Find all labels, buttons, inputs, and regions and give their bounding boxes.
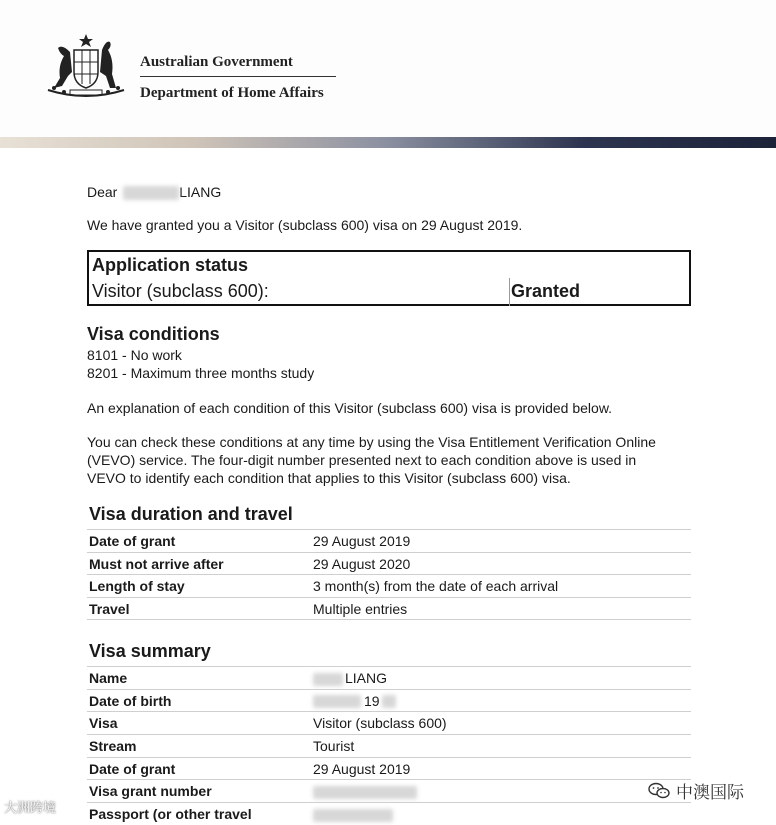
row-label: Date of grant	[89, 760, 176, 777]
wechat-icon	[648, 782, 670, 800]
row-label: Length of stay	[89, 578, 185, 595]
condition-item: 8101 - No work	[87, 347, 182, 363]
summary-dob-value: 19	[364, 692, 380, 709]
redacted-text	[313, 673, 343, 686]
row-value	[313, 693, 396, 709]
table-row	[87, 689, 691, 712]
letterhead	[0, 0, 776, 148]
government-name: Australian Government	[140, 54, 293, 70]
department-name: Department of Home Affairs	[140, 85, 324, 101]
source-watermark	[4, 797, 56, 816]
salutation	[87, 183, 221, 201]
redacted-text	[313, 695, 361, 708]
row-value: Multiple entries	[313, 601, 408, 618]
status-divider	[509, 278, 510, 306]
row-label: Travel	[89, 601, 130, 618]
table-row	[87, 552, 691, 575]
salutation-prefix: Dear	[87, 184, 118, 200]
row-label: Must not arrive after	[89, 555, 224, 572]
watermark-right-text: 中澳国际	[676, 783, 744, 802]
table-row	[87, 597, 691, 620]
row-label: Date of birth	[89, 692, 172, 709]
condition-item: 8201 - Maximum three months study	[87, 365, 315, 381]
row-label: Visa	[89, 715, 118, 732]
redacted-text	[313, 809, 393, 822]
salutation-name: LIANG	[179, 184, 222, 200]
table-row	[87, 734, 691, 757]
table-row	[87, 779, 691, 802]
government-branding	[140, 52, 336, 103]
row-label: Name	[89, 670, 128, 686]
redacted-text	[313, 786, 417, 799]
application-status-title: Application status	[92, 255, 249, 275]
vevo-paragraph-line: (VEVO) service. The four-digit number presented next to each condition above is used in	[87, 452, 637, 468]
row-value	[313, 783, 417, 799]
table-row	[87, 802, 691, 825]
row-value: Tourist	[313, 738, 355, 755]
australian-coat-of-arms-icon	[40, 32, 132, 100]
visa-conditions-title: Visa conditions	[87, 324, 220, 344]
summary-name-value: LIANG	[345, 670, 388, 686]
grant-intro: We have granted you a Visitor (subclass 600) visa on 29 August 2019.	[87, 217, 523, 233]
table-row	[87, 574, 691, 597]
visa-summary-table	[87, 666, 691, 825]
row-value: 29 August 2019	[313, 533, 411, 549]
application-status-visa: Visitor (subclass 600):	[92, 281, 269, 301]
table-row	[87, 529, 691, 552]
watermark-left-text: 大洲跨境	[4, 800, 57, 815]
application-status-value: Granted	[511, 281, 581, 301]
branding-divider	[140, 76, 336, 77]
header-color-band	[0, 137, 776, 148]
vevo-paragraph-line: VEVO to identify each condition that applies to this Visitor (subclass 600) visa.	[87, 470, 571, 486]
row-value: 3 month(s) from the date of each arrival	[313, 578, 559, 595]
row-value	[313, 806, 393, 822]
table-row	[87, 757, 691, 780]
row-value: 29 August 2020	[313, 555, 411, 572]
table-row	[87, 666, 691, 689]
duration-travel-title: Visa duration and travel	[89, 504, 293, 524]
row-label: Date of grant	[89, 533, 176, 549]
row-value: Visitor (subclass 600)	[313, 715, 447, 732]
application-status-box	[87, 250, 691, 306]
duration-travel-table	[87, 529, 691, 620]
row-value	[313, 670, 387, 686]
redacted-name	[123, 186, 179, 200]
row-label: Passport (or other travel	[89, 806, 252, 823]
row-label: Stream	[89, 738, 137, 755]
visa-summary-title: Visa summary	[89, 641, 211, 661]
vevo-paragraph-line: You can check these conditions at any time by using the Visa Entitlement Verification Online	[87, 434, 656, 450]
conditions-explanation: An explanation of each condition of this Visitor (subclass 600) visa is provided below.	[87, 400, 613, 416]
row-label: Visa grant number	[89, 783, 212, 800]
row-value: 29 August 2019	[313, 760, 411, 777]
redacted-text	[382, 695, 396, 708]
publisher-watermark	[648, 778, 744, 803]
table-row	[87, 711, 691, 734]
